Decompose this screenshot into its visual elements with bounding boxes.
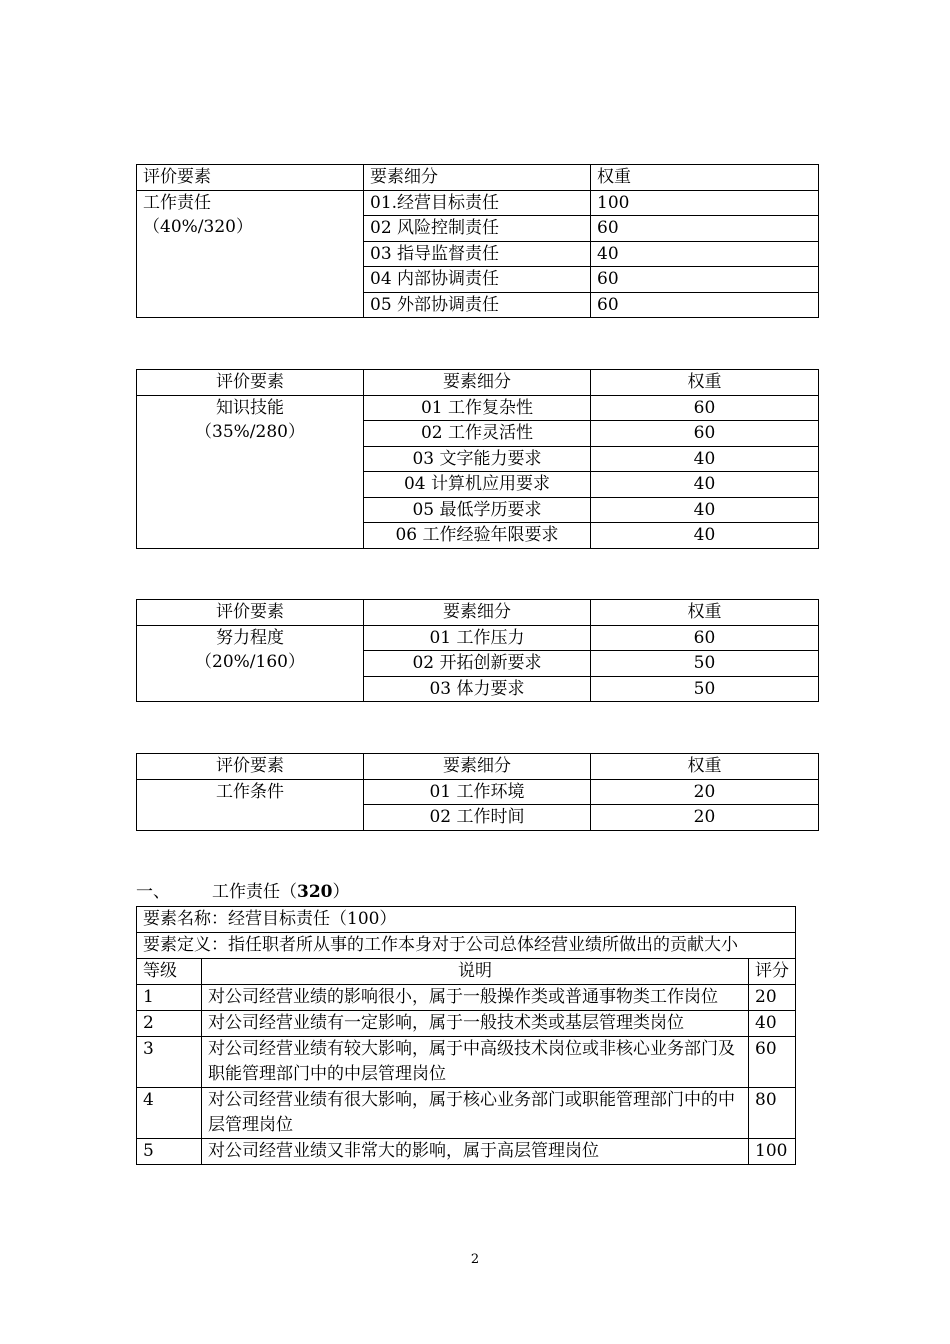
weight-cell: 60 — [591, 421, 819, 447]
table-row — [137, 625, 819, 651]
subfactor-cell: 03 文字能力要求 — [364, 446, 591, 472]
score-cell: 100 — [749, 1139, 796, 1165]
subfactor-cell: 04 计算机应用要求 — [364, 472, 591, 498]
table-header-row — [137, 370, 819, 396]
table-row — [137, 395, 819, 421]
factor-cell — [137, 395, 364, 548]
subfactor-cell: 02 工作时间 — [364, 805, 591, 831]
description-cell: 对公司经营业绩有很大影响，属于核心业务部门或职能管理部门中的中层管理岗位 — [202, 1088, 749, 1139]
table-row — [137, 1088, 796, 1139]
table-header-row — [137, 165, 819, 191]
score-cell: 80 — [749, 1088, 796, 1139]
header-score: 评分 — [749, 959, 796, 985]
section-title-score: 320 — [297, 882, 333, 902]
weight-cell: 40 — [591, 497, 819, 523]
factor-cell — [137, 625, 364, 702]
weight-cell: 60 — [591, 292, 819, 318]
element-name: 要素名称：经营目标责任（100） — [137, 907, 796, 933]
subfactor-cell: 06 工作经验年限要求 — [364, 523, 591, 549]
factor-cell — [137, 779, 364, 830]
weight-cell: 60 — [591, 216, 819, 242]
header-subfactor: 要素细分 — [364, 165, 591, 191]
subfactor-cell: 05 外部协调责任 — [364, 292, 591, 318]
factor-weight: （40%/320） — [143, 216, 253, 237]
table-header-row — [137, 754, 819, 780]
business-goal-responsibility-grading-table — [136, 906, 796, 1165]
level-cell: 1 — [137, 985, 202, 1011]
section-number: 一、 — [136, 882, 170, 902]
table-row — [137, 190, 819, 216]
factor-weight: （35%/280） — [195, 421, 305, 442]
table-row — [137, 1011, 796, 1037]
section-title: 工作责任（ — [212, 882, 297, 902]
subfactor-cell: 01 工作压力 — [364, 625, 591, 651]
table-header-row — [137, 959, 796, 985]
subfactor-cell: 04 内部协调责任 — [364, 267, 591, 293]
section-heading — [136, 880, 350, 904]
weight-cell: 40 — [591, 241, 819, 267]
work-responsibility-weight-table — [136, 164, 819, 318]
header-description: 说明 — [202, 959, 749, 985]
table-row — [137, 779, 819, 805]
element-name-row — [137, 907, 796, 933]
level-cell: 4 — [137, 1088, 202, 1139]
subfactor-cell: 01 工作环境 — [364, 779, 591, 805]
weight-cell: 60 — [591, 395, 819, 421]
weight-cell: 60 — [591, 267, 819, 293]
work-conditions-weight-table — [136, 753, 819, 831]
weight-cell: 20 — [591, 805, 819, 831]
description-cell: 对公司经营业绩又非常大的影响，属于高层管理岗位 — [202, 1139, 749, 1165]
factor-name: 工作条件 — [216, 781, 284, 802]
weight-cell: 50 — [591, 651, 819, 677]
weight-cell: 40 — [591, 523, 819, 549]
element-definition-row — [137, 933, 796, 959]
subfactor-cell: 02 开拓创新要求 — [364, 651, 591, 677]
section-title-close: ） — [332, 882, 350, 902]
header-subfactor: 要素细分 — [364, 754, 591, 780]
header-factor: 评价要素 — [137, 165, 364, 191]
page-number: 2 — [470, 1252, 480, 1267]
score-cell: 40 — [749, 1011, 796, 1037]
subfactor-cell: 03 指导监督责任 — [364, 241, 591, 267]
level-cell: 3 — [137, 1037, 202, 1088]
header-factor: 评价要素 — [137, 370, 364, 396]
header-subfactor: 要素细分 — [364, 370, 591, 396]
weight-cell: 100 — [591, 190, 819, 216]
description-cell: 对公司经营业绩有较大影响，属于中高级技术岗位或非核心业务部门及职能管理部门中的中层管理岗位 — [202, 1037, 749, 1088]
level-cell: 5 — [137, 1139, 202, 1165]
score-cell: 20 — [749, 985, 796, 1011]
effort-level-weight-table — [136, 599, 819, 702]
header-weight: 权重 — [591, 370, 819, 396]
weight-cell: 60 — [591, 625, 819, 651]
weight-cell: 40 — [591, 446, 819, 472]
header-weight: 权重 — [591, 165, 819, 191]
header-weight: 权重 — [591, 600, 819, 626]
level-cell: 2 — [137, 1011, 202, 1037]
factor-name: 努力程度 — [216, 627, 284, 648]
header-factor: 评价要素 — [137, 600, 364, 626]
description-cell: 对公司经营业绩的影响很小，属于一般操作类或普通事物类工作岗位 — [202, 985, 749, 1011]
knowledge-skill-weight-table — [136, 369, 819, 549]
subfactor-cell: 01 工作复杂性 — [364, 395, 591, 421]
subfactor-cell: 01.经营目标责任 — [364, 190, 591, 216]
header-factor: 评价要素 — [137, 754, 364, 780]
factor-cell — [137, 190, 364, 318]
description-cell: 对公司经营业绩有一定影响，属于一般技术类或基层管理类岗位 — [202, 1011, 749, 1037]
factor-weight: （20%/160） — [195, 651, 305, 672]
table-row — [137, 1037, 796, 1088]
subfactor-cell: 05 最低学历要求 — [364, 497, 591, 523]
header-level: 等级 — [137, 959, 202, 985]
table-row — [137, 1139, 796, 1165]
table-row — [137, 985, 796, 1011]
header-weight: 权重 — [591, 754, 819, 780]
weight-cell: 40 — [591, 472, 819, 498]
weight-cell: 50 — [591, 676, 819, 702]
element-definition: 要素定义：指任职者所从事的工作本身对于公司总体经营业绩所做出的贡献大小 — [137, 933, 796, 959]
subfactor-cell: 02 风险控制责任 — [364, 216, 591, 242]
header-subfactor: 要素细分 — [364, 600, 591, 626]
table-header-row — [137, 600, 819, 626]
score-cell: 60 — [749, 1037, 796, 1088]
subfactor-cell: 03 体力要求 — [364, 676, 591, 702]
weight-cell: 20 — [591, 779, 819, 805]
factor-name: 工作责任 — [143, 192, 211, 213]
factor-name: 知识技能 — [216, 397, 284, 418]
subfactor-cell: 02 工作灵活性 — [364, 421, 591, 447]
